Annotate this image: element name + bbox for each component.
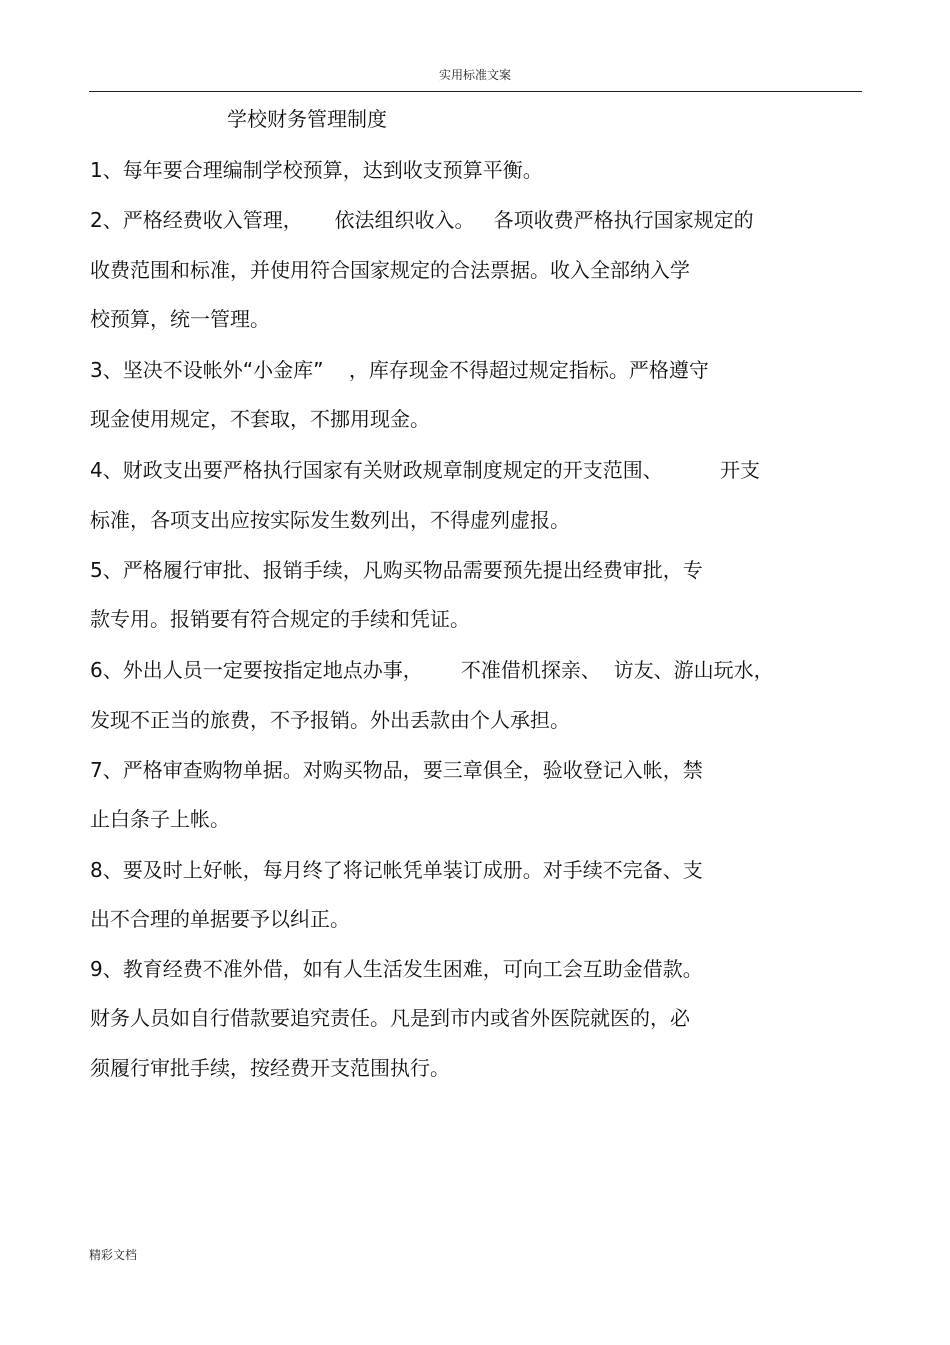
text-line: 7、严格审查购物单据。对购买物品，要三章俱全，验收登记入帐，禁 xyxy=(90,758,703,782)
text-line: 发现不正当的旅费，不予报销。外出丢款由个人承担。 xyxy=(90,708,570,732)
text-line: 2、严格经费收入管理， 依法组织收入。 各项收费严格执行国家规定的 xyxy=(90,208,754,232)
text-line: 款专用。报销要有符合规定的手续和凭证。 xyxy=(90,607,470,631)
text-line: 现金使用规定，不套取，不挪用现金。 xyxy=(90,407,430,431)
text-line: 3、坚决不设帐外“小金库” ，库存现金不得超过规定指标。严格遵守 xyxy=(90,358,709,382)
text-line: 6、外出人员一定要按指定地点办事， 不准借机探亲、 访友、游山玩水， xyxy=(90,658,774,682)
text-line: 标准，各项支出应按实际发生数列出，不得虚列虚报。 xyxy=(90,508,570,532)
header-divider xyxy=(89,91,862,92)
text-line: 止白条子上帐。 xyxy=(90,807,230,831)
document-title: 学校财务管理制度 xyxy=(227,107,387,131)
text-line: 校预算，统一管理。 xyxy=(90,307,270,331)
text-line: 出不合理的单据要予以纠正。 xyxy=(90,907,350,931)
text-line: 4、财政支出要严格执行国家有关财政规章制度规定的开支范围、 开支 xyxy=(90,458,760,482)
text-line: 财务人员如自行借款要追究责任。凡是到市内或省外医院就医的，必 xyxy=(90,1006,690,1030)
text-line: 8、要及时上好帐，每月终了将记帐凭单装订成册。对手续不完备、支 xyxy=(90,858,703,882)
text-line: 1、每年要合理编制学校预算，达到收支预算平衡。 xyxy=(90,158,543,182)
text-line: 须履行审批手续，按经费开支范围执行。 xyxy=(90,1056,450,1080)
text-line: 9、教育经费不准外借，如有人生活发生困难，可向工会互助金借款。 xyxy=(90,957,703,981)
text-line: 收费范围和标准，并使用符合国家规定的合法票据。收入全部纳入学 xyxy=(90,258,690,282)
page-footer: 精彩文档 xyxy=(89,1248,138,1262)
page-header: 实用标准文案 xyxy=(438,68,511,82)
text-line: 5、严格履行审批、报销手续，凡购买物品需要预先提出经费审批，专 xyxy=(90,558,703,582)
